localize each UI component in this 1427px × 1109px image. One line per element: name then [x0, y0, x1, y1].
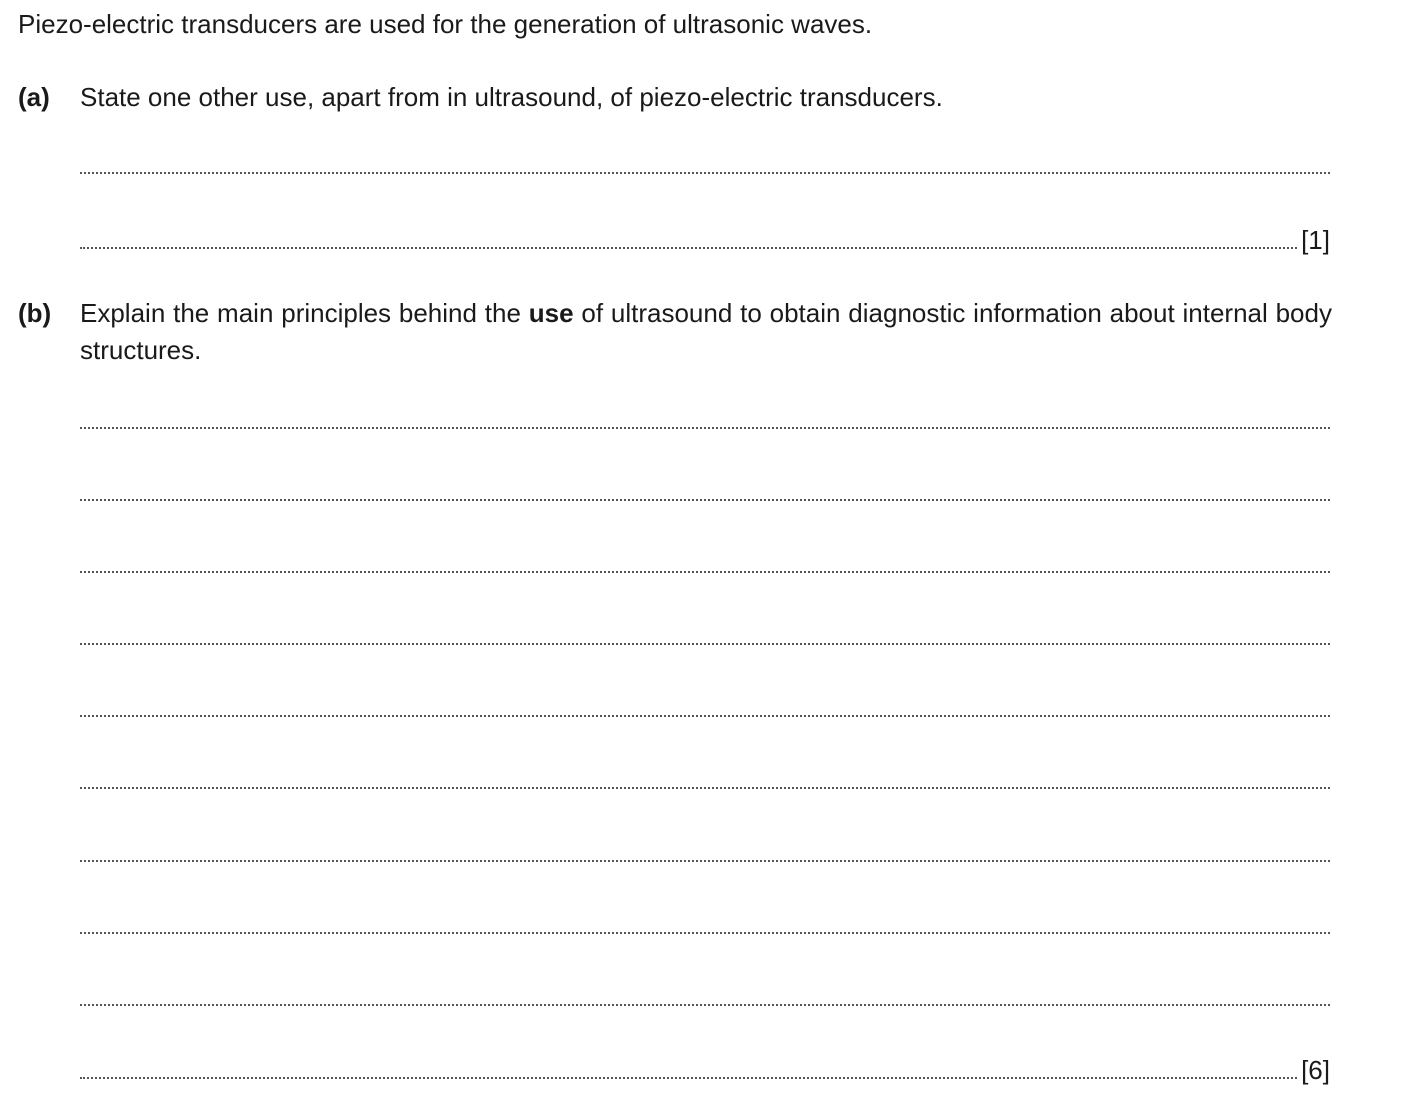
part-a-answer-line-2[interactable]: [80, 225, 1330, 255]
part-b-answer-line-10[interactable]: [80, 1055, 1330, 1085]
part-b-answer-line-1[interactable]: [80, 405, 1330, 435]
dotted-line: [80, 860, 1330, 862]
part-b-question-start: Explain the main principles behind the: [80, 298, 529, 328]
dotted-line: [80, 643, 1330, 645]
part-b-answer-line-8[interactable]: [80, 910, 1330, 940]
part-b-answer-line-2[interactable]: [80, 477, 1330, 507]
part-b-answer-line-5[interactable]: [80, 693, 1330, 723]
part-b-question-emphasis: use: [528, 298, 574, 328]
intro-text: Piezo-electric transducers are used for the generation of ultrasonic waves.: [18, 9, 873, 39]
dotted-line: [80, 571, 1330, 573]
part-b-label: (b): [18, 298, 52, 328]
part-b-answer-line-6[interactable]: [80, 765, 1330, 795]
dotted-line: [80, 427, 1330, 429]
dotted-line: [80, 247, 1297, 249]
part-a-answer-line-1[interactable]: [80, 150, 1330, 180]
dotted-line: [80, 499, 1330, 501]
dotted-line: [80, 932, 1330, 934]
part-a-marks: [1]: [1301, 225, 1330, 255]
dotted-line: [80, 1077, 1297, 1079]
part-b-answer-line-9[interactable]: [80, 982, 1330, 1012]
dotted-line: [80, 715, 1330, 717]
dotted-line: [80, 787, 1330, 789]
part-a-label: (a): [18, 82, 50, 112]
part-b-marks: [6]: [1301, 1055, 1330, 1085]
part-a-question: State one other use, apart from in ultrasound, of piezo-electric transducers.: [80, 82, 943, 112]
part-b-question-end: of ultrasound to obtain diagnostic information about internal body structures.: [80, 298, 1332, 365]
dotted-line: [80, 1004, 1330, 1006]
dotted-line: [80, 172, 1330, 174]
part-b-answer-line-3[interactable]: [80, 549, 1330, 579]
part-b-question: [80, 295, 1332, 369]
part-b-answer-line-4[interactable]: [80, 621, 1330, 651]
part-b-answer-line-7[interactable]: [80, 838, 1330, 868]
